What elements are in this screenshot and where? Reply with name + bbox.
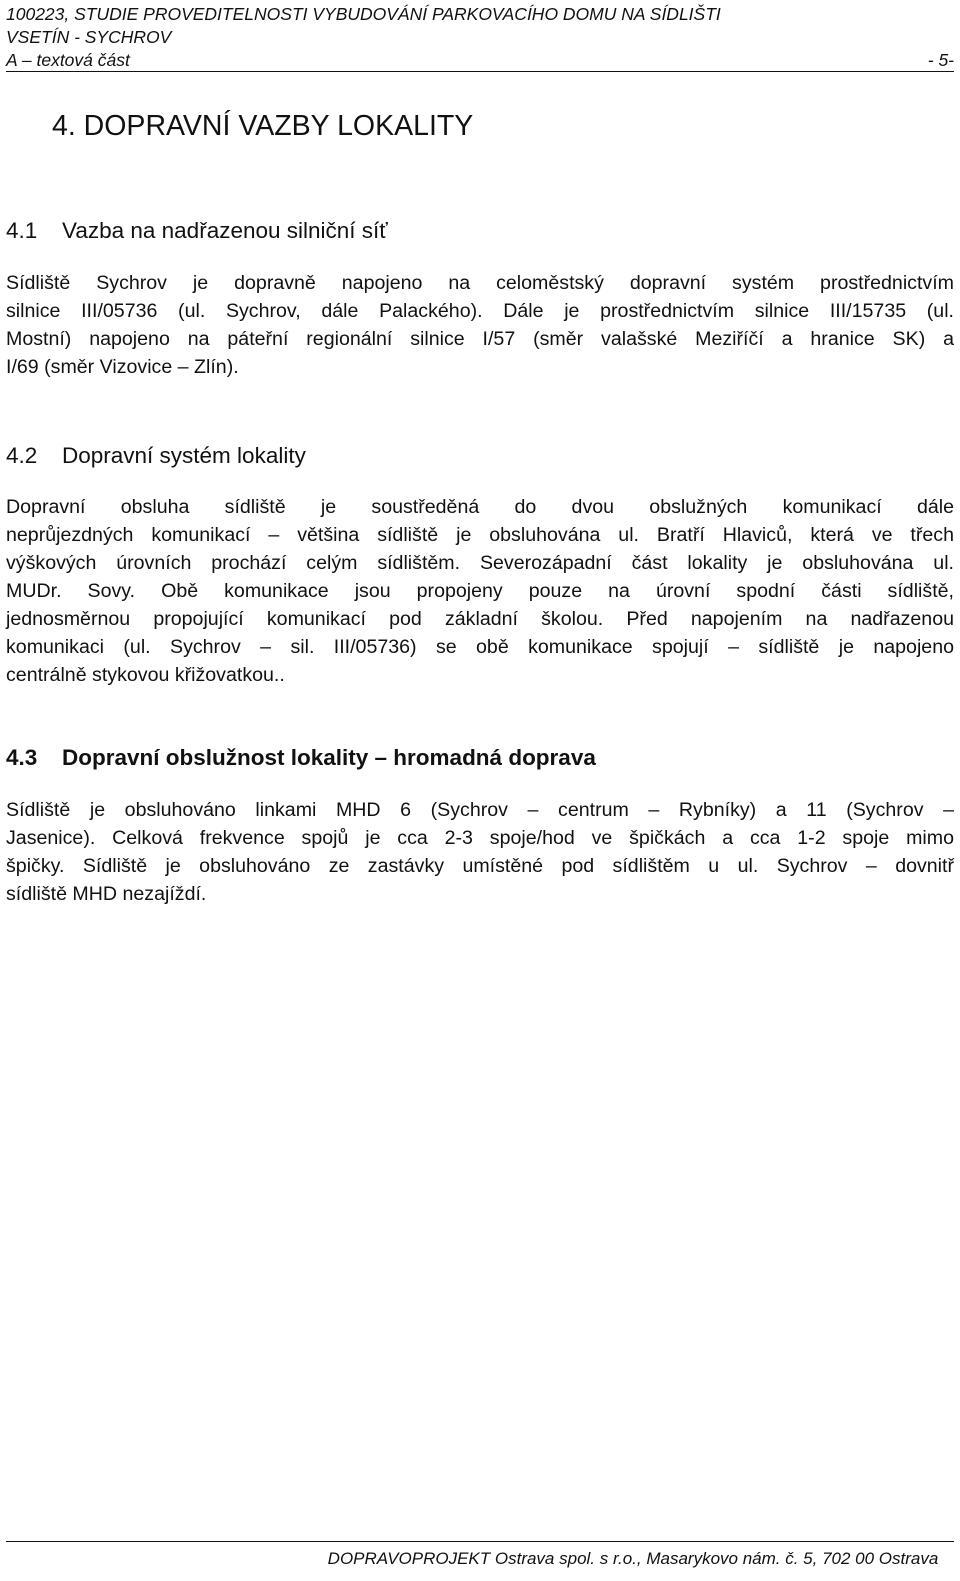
section-title: Dopravní obslužnost lokality – hromadná doprava [62,745,596,770]
paragraph-line: Mostní) napojeno na páteřní regionální silnice I/57 (směr valašské Meziříčí a hranice SK) a [6,328,954,350]
paragraph-line: Jasenice). Celková frekvence spojů je cca 2-3 spoje/hod ve špičkách a cca 1-2 spoje mimo [6,827,954,849]
page-header [6,3,954,72]
footer-divider [6,1541,954,1542]
section-title: Vazba na nadřazenou silniční síť [62,218,388,243]
paragraph-line: výškových úrovních prochází celým sídlištěm. Severozápadní část lokality je obsluhována ul. [6,552,954,574]
section-title: Dopravní systém lokality [62,443,306,468]
paragraph-line: silnice III/05736 (ul. Sychrov, dále Palackého). Dále je prostřednictvím silnice III/15735 (ul. [6,300,954,322]
paragraph-line: I/69 (směr Vizovice – Zlín). [6,356,239,378]
section-paragraph [6,269,954,381]
footer-company-address: DOPRAVOPROJEKT Ostrava spol. s r.o., Masarykovo nám. č. 5, 702 00 Ostrava [327,1549,939,1568]
header-project-title: 100223, STUDIE PROVEDITELNOSTI VYBUDOVÁNÍ PARKOVACÍHO DOMU NA SÍDLIŠTI [6,4,721,24]
section-number: 4.3 [6,745,38,770]
paragraph-line: sídliště MHD nezajíždí. [6,883,207,905]
paragraph-line: centrálně stykovou křižovatkou.. [6,664,285,686]
section-heading [6,216,954,246]
header-part-label: A – textová část [6,50,130,70]
section-heading [6,441,954,471]
header-part-row [6,49,954,72]
section-paragraph [6,493,954,689]
page-footer [6,1548,954,1570]
page-number: - 5- [927,50,954,70]
paragraph-line: neprůjezdných komunikací – většina sídliště je obsluhována ul. Bratří Hlaviců, která ve třech [6,524,954,546]
section-heading [6,743,954,773]
paragraph-line: Sídliště je obsluhováno linkami MHD 6 (Sychrov – centrum – Rybníky) a 11 (Sychrov – [6,799,954,821]
paragraph-line: špičky. Sídliště je obsluhováno ze zastávky umístěné pod sídlištěm u ul. Sychrov – dovnitř [6,855,954,877]
paragraph-line: MUDr. Sovy. Obě komunikace jsou propojeny pouze na úrovní spodní části sídliště, [6,580,954,602]
header-divider [6,71,954,72]
section-4-1 [6,216,954,381]
section-paragraph [6,796,954,908]
paragraph-line: Sídliště Sychrov je dopravně napojeno na celoměstský dopravní systém prostřednictvím [6,272,954,294]
section-number: 4.2 [6,443,38,468]
paragraph-line: jednosměrnou propojující komunikací pod základní školou. Před napojením na nadřazenou [6,608,954,630]
chapter-title: 4. DOPRAVNÍ VAZBY LOKALITY [52,110,474,142]
section-number: 4.1 [6,218,38,243]
paragraph-line: Dopravní obsluha sídliště je soustředěná do dvou obslužných komunikací dále [6,496,954,518]
paragraph-line: komunikaci (ul. Sychrov – sil. III/05736) se obě komunikace spojují – sídliště je napojeno [6,636,954,658]
header-project-location: VSETÍN - SYCHROV [6,27,172,47]
section-4-2 [6,441,954,689]
section-4-3 [6,743,954,908]
